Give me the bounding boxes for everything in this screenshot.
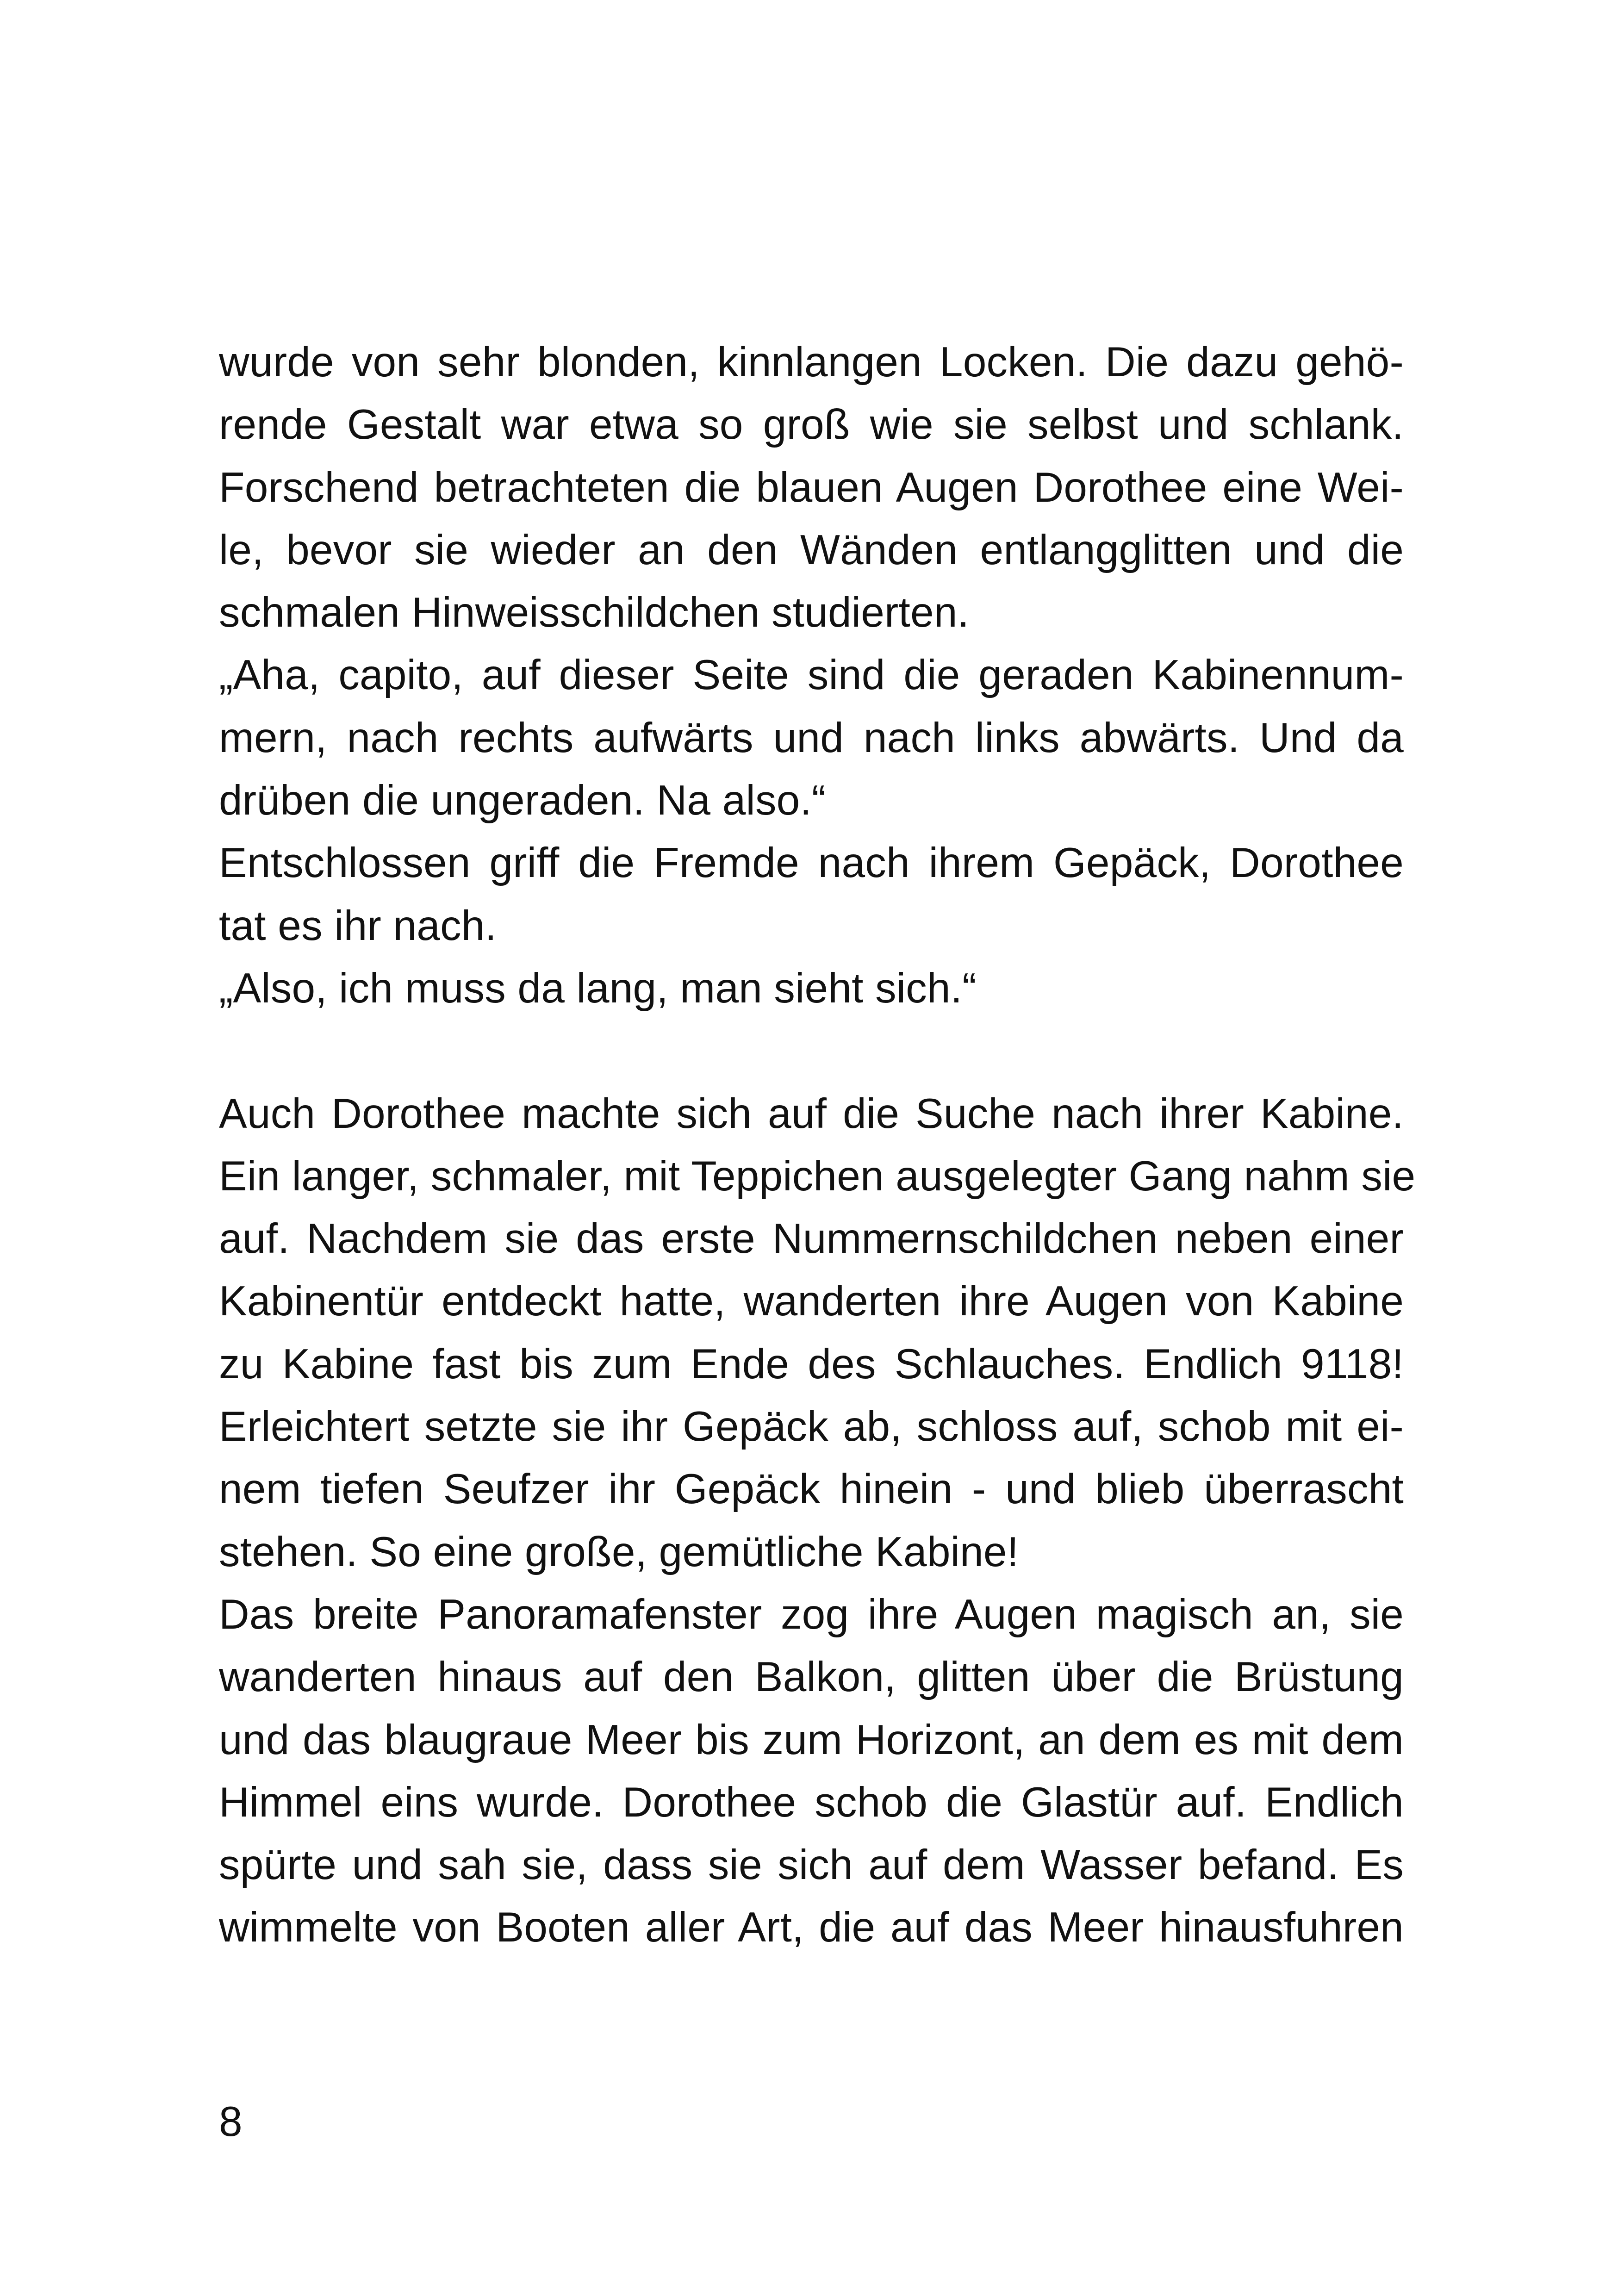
text-line: wurde von sehr blonden, kinnlangen Locken. Die dazu gehö- xyxy=(219,339,1404,386)
text-line: spürte und sah sie, dass sie sich auf dem Wasser befand. Es xyxy=(219,1842,1404,1889)
text-line: rende Gestalt war etwa so groß wie sie selbst und schlank. xyxy=(219,401,1404,448)
text-line: nem tiefen Seufzer ihr Gepäck hinein - und blieb überrascht xyxy=(219,1466,1404,1513)
text-line: wimmelte von Booten aller Art, die auf das Meer hinausfuhren xyxy=(219,1904,1404,1951)
page-number: 8 xyxy=(219,2098,243,2145)
body-text xyxy=(219,331,1416,1959)
text-line: Entschlossen griff die Fremde nach ihrem Gepäck, Dorothee xyxy=(219,840,1404,887)
blank-line xyxy=(219,1020,1404,1082)
text-line: und das blaugraue Meer bis zum Horizont, an dem es mit dem xyxy=(219,1716,1404,1763)
text-line: Erleichtert setzte sie ihr Gepäck ab, schloss auf, schob mit ei- xyxy=(219,1403,1404,1450)
text-line: wanderten hinaus auf den Balkon, glitten über die Brüstung xyxy=(219,1654,1404,1701)
text-line: zu Kabine fast bis zum Ende des Schlauches. Endlich 9118! xyxy=(219,1340,1404,1388)
text-line: schmalen Hinweisschildchen studierten. xyxy=(219,589,970,636)
text-line: Ein langer, schmaler, mit Teppichen ausgelegter Gang nahm sie xyxy=(219,1152,1416,1200)
text-line: le, bevor sie wieder an den Wänden entlangglitten und die xyxy=(219,526,1404,573)
text-line: tat es ihr nach. xyxy=(219,902,497,949)
text-line: „Aha, capito, auf dieser Seite sind die geraden Kabinennum- xyxy=(219,652,1404,699)
text-line: „Also, ich muss da lang, man sieht sich.“ xyxy=(219,964,977,1012)
text-line: auf. Nachdem sie das erste Nummernschildchen neben einer xyxy=(219,1215,1404,1263)
text-line: drüben die ungeraden. Na also.“ xyxy=(219,777,826,824)
text-line: stehen. So eine große, gemütliche Kabine! xyxy=(219,1528,1019,1575)
text-line: Das breite Panoramafenster zog ihre Augen magisch an, sie xyxy=(219,1591,1404,1638)
text-line: Forschend betrachteten die blauen Augen Dorothee eine Wei- xyxy=(219,464,1404,511)
text-line: mern, nach rechts aufwärts und nach links abwärts. Und da xyxy=(219,714,1404,761)
text-line: Kabinentür entdeckt hatte, wanderten ihre Augen von Kabine xyxy=(219,1278,1404,1325)
text-line: Auch Dorothee machte sich auf die Suche nach ihrer Kabine. xyxy=(219,1090,1404,1137)
text-line: Himmel eins wurde. Dorothee schob die Glastür auf. Endlich xyxy=(219,1779,1404,1826)
